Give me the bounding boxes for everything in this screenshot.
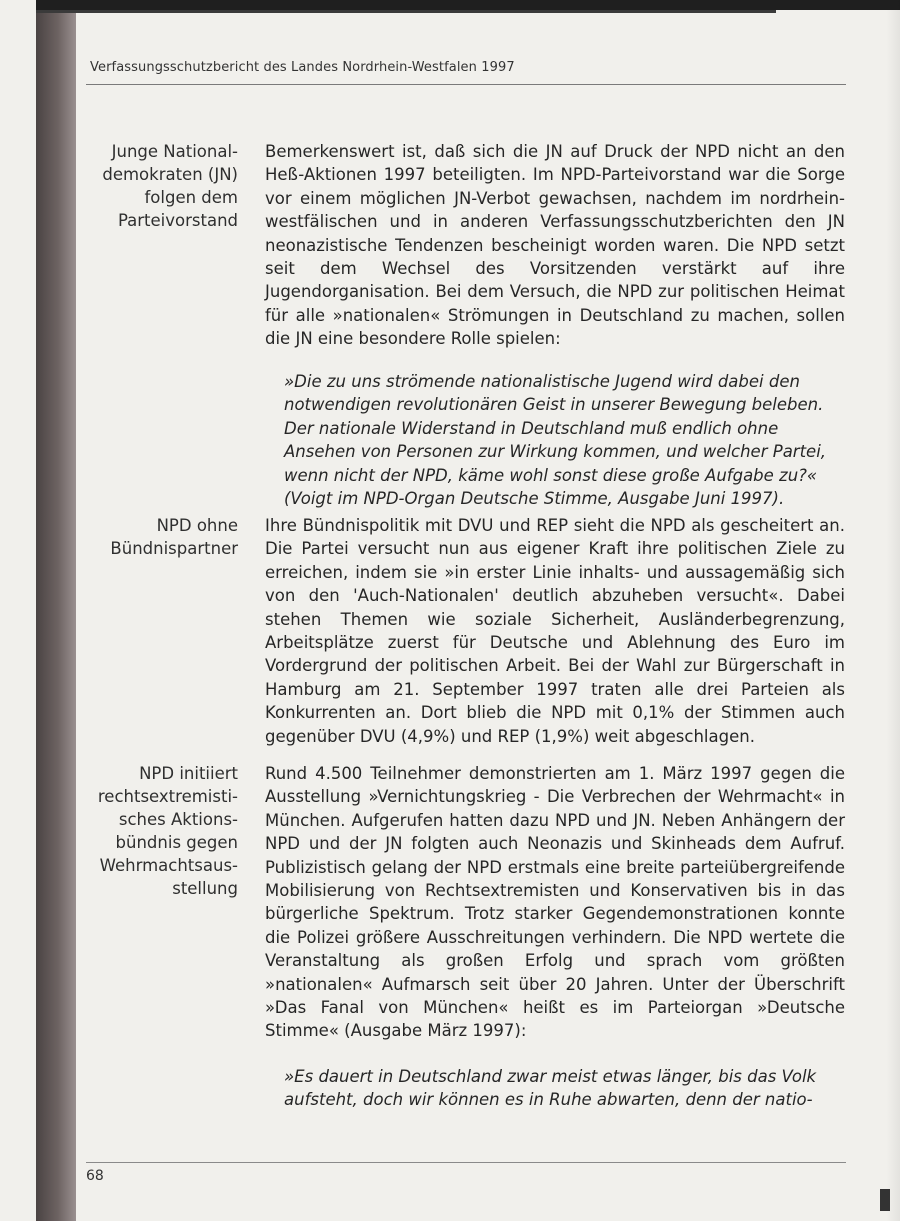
scan-corner-mark (880, 1189, 890, 1211)
quote-voigt (284, 370, 840, 510)
page-number: 68 (86, 1168, 104, 1184)
margin-note-line: Parteivorstand (117, 211, 238, 230)
paragraph-text: Ihre Bündnispolitik mit DVU und REP sieht die NPD als gescheitert an. Die Partei versucht nun aus eigener Kraft ihre politischen Ziele zu erreichen, indem sie »in erster Linie inhalts- und aussagemäßig sich von den 'Auch-Nationalen' deutlich abzuheben versucht«. Dabei stehen Themen wie soziale Sicherheit, Ausländerbegrenzung, Arbeitsplätze zuerst für Deutsche und Ablehnung des Euro im Vordergrund der politischen Arbeit. Bei der Wahl zur Bürgerschaft in Hamburg am 21. September 1997 traten alle drei Parteien als Konkurrenten an. Dort blieb die NPD mit 0,1% der Stimmen auch gegenüber DVU (4,9%) und REP (1,9%) weit abgeschlagen. (265, 516, 845, 746)
paragraph-buendnispolitik (265, 514, 845, 748)
quote-text: »Es dauert in Deutschland zwar meist etwas länger, bis das Volk aufsteht, doch wir können es in Ruhe abwarten, denn der natio- (284, 1067, 817, 1110)
margin-note-line: NPD initiiert (139, 764, 238, 783)
book-spine-shadow (36, 0, 76, 1221)
page-edge-shade (886, 0, 900, 1221)
running-header: Verfassungsschutzbericht des Landes Nordrhein-Westfalen 1997 (90, 60, 515, 75)
margin-note-line: rechtsextremisti- (97, 787, 238, 806)
margin-note-buendnis (78, 514, 238, 560)
margin-note-line: demokraten (JN) (102, 165, 238, 184)
margin-note-line: Bündnispartner (110, 539, 238, 558)
paragraph-jn (265, 140, 845, 351)
quote-fanal (284, 1065, 840, 1112)
margin-note-line: stellung (172, 879, 238, 898)
margin-note-jn (78, 140, 238, 232)
paragraph-muenchen (265, 762, 845, 1043)
margin-note-line: bündnis gegen (115, 833, 238, 852)
quote-text: »Die zu uns strömende nationalistische Jugend wird dabei den notwendigen revolutionären Geist in unserer Bewegung beleben. Der nationale Widerstand in Deutschland muß endlich ohne Ansehen von Personen zur Wirkung kommen, und welcher Partei, wenn nicht der NPD, käme wohl sonst diese große Aufgabe zu?« (Voigt im NPD-Organ Deutsche Stimme, Ausgabe Juni 1997). (284, 372, 827, 509)
paragraph-text: Rund 4.500 Teilnehmer demonstrierten am 1. März 1997 gegen die Ausstellung »Vernichtungskrieg - Die Verbrechen der Wehrmacht« in München. Aufgerufen hatten dazu NPD und JN. Neben Anhängern der NPD und der JN folgten auch Neonazis und Skinheads dem Aufruf. Publizistisch gelang der NPD erstmals eine breite parteiübergreifende Mobilisierung von Rechtsextremisten und Konservativen bis in das bürgerliche Spektrum. Trotz starker Gegendemonstrationen konnte die Polizei größere Ausschreitungen verhindern. Die NPD wertete die Veranstaltung als großen Erfolg und sprach vom größten »nationalen« Aufmarsch seit über 20 Jahren. Unter der Überschrift »Das Fanal von München« heißt es im Parteiorgan »Deutsche Stimme« (Ausgabe März 1997): (265, 764, 845, 1041)
margin-note-line: sches Aktions- (118, 810, 238, 829)
scan-top-edge-thin (36, 10, 776, 13)
footer-rule (86, 1162, 846, 1163)
margin-note-line: Junge National- (111, 142, 238, 161)
margin-note-line: Wehrmachtsaus- (99, 856, 238, 875)
paragraph-text: Bemerkenswert ist, daß sich die JN auf Druck der NPD nicht an den Heß-Aktionen 1997 beteiligten. Im NPD-Parteivorstand war die Sorge vor einem möglichen JN-Verbot gewachsen, nachdem im nordrhein-westfälischen und in anderen Verfassungsschutzberichten den JN neonazistische Tendenzen bescheinigt worden waren. Die NPD setzt seit dem Wechsel des Vorsitzenden verstärkt auf ihre Jugendorganisation. Bei dem Versuch, die NPD zur politischen Heimat für alle »nationalen« Strömungen in Deutschland zu machen, sollen die JN eine besondere Rolle spielen: (265, 142, 845, 349)
margin-note-aktionsbuendnis (78, 762, 238, 900)
scan-top-edge (36, 0, 900, 10)
margin-note-line: folgen dem (144, 188, 238, 207)
margin-note-line: NPD ohne (156, 516, 238, 535)
header-rule (86, 84, 846, 85)
